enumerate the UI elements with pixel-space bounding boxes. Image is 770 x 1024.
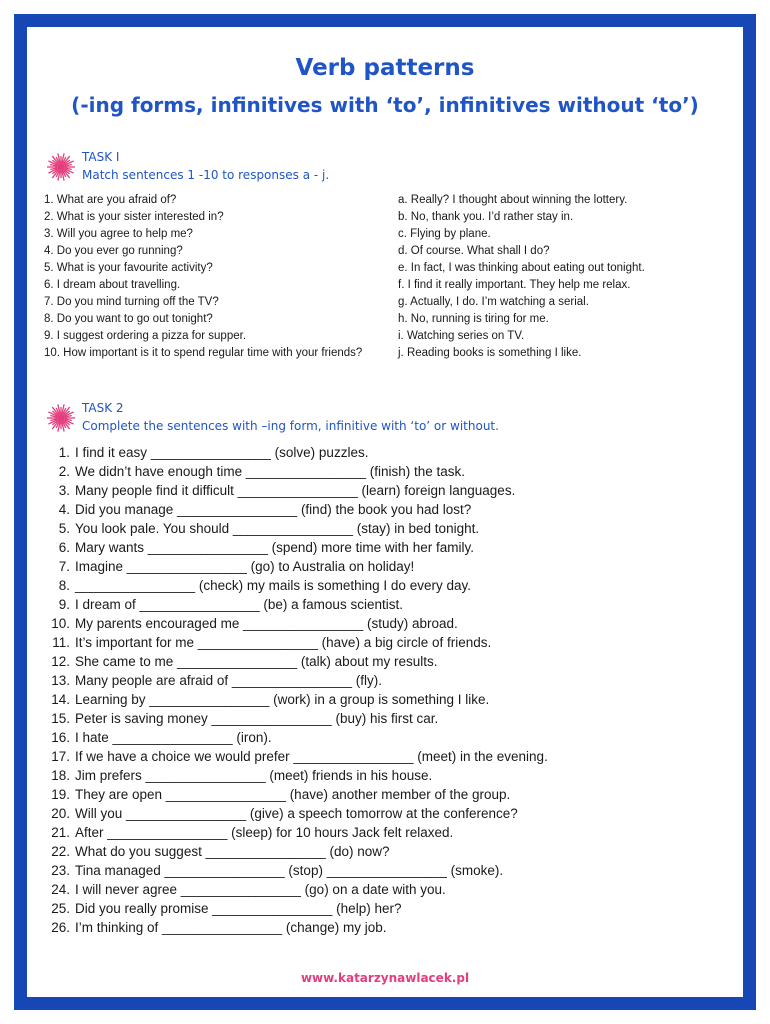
sentence-text: ________________ (check) my mails is something I do every day. bbox=[75, 578, 471, 593]
sentence-row bbox=[44, 500, 734, 519]
sentence-number: 5. bbox=[58, 521, 70, 536]
sentence-text: Peter is saving money ________________ (buy) his first car. bbox=[75, 711, 439, 726]
answer-item: i. Watching series on TV. bbox=[398, 330, 525, 342]
sentence-row bbox=[44, 747, 734, 766]
sentence-number: 20. bbox=[51, 806, 70, 821]
sentence-text: Did you really promise ________________ (help) her? bbox=[75, 901, 402, 916]
starburst-icon bbox=[46, 152, 76, 182]
sentence-row bbox=[44, 766, 734, 785]
sentence-row bbox=[44, 633, 734, 652]
sentence-row bbox=[44, 462, 734, 481]
sentence-row bbox=[44, 842, 734, 861]
task2-instruction: Complete the sentences with –ing form, infinitive with ‘to’ or without. bbox=[82, 419, 499, 433]
sentence-text: Will you ________________ (give) a speech tomorrow at the conference? bbox=[75, 806, 518, 821]
question-item: 8. Do you want to go out tonight? bbox=[44, 313, 213, 325]
question-item: 7. Do you mind turning off the TV? bbox=[44, 296, 219, 308]
answer-item: c. Flying by plane. bbox=[398, 228, 491, 240]
sentence-number: 25. bbox=[51, 901, 70, 916]
sentence-text: I will never agree ________________ (go) on a date with you. bbox=[75, 882, 446, 897]
sentence-text: Learning by ________________ (work) in a group is something I like. bbox=[75, 692, 490, 707]
sentence-text: Tina managed ________________ (stop) ________________ (smoke). bbox=[75, 863, 504, 878]
sentence-row bbox=[44, 709, 734, 728]
answer-item: j. Reading books is something I like. bbox=[398, 347, 582, 359]
sentence-number: 14. bbox=[51, 692, 70, 707]
sentence-text: I hate ________________ (iron). bbox=[75, 730, 272, 745]
sentence-row bbox=[44, 785, 734, 804]
answer-item: f. I find it really important. They help me relax. bbox=[398, 279, 631, 291]
sentence-row bbox=[44, 728, 734, 747]
answer-item: e. In fact, I was thinking about eating out tonight. bbox=[398, 262, 645, 274]
sentence-number: 4. bbox=[58, 502, 70, 517]
sentence-row bbox=[44, 519, 734, 538]
sentence-text: They are open ________________ (have) another member of the group. bbox=[75, 787, 511, 802]
sentence-row bbox=[44, 614, 734, 633]
footer-url: www.katarzynawlacek.pl bbox=[300, 971, 470, 985]
sentence-row bbox=[44, 557, 734, 576]
question-item: 2. What is your sister interested in? bbox=[44, 211, 224, 223]
sentence-text: I’m thinking of ________________ (change) my job. bbox=[75, 920, 387, 935]
question-item: 3. Will you agree to help me? bbox=[44, 228, 193, 240]
sentence-number: 16. bbox=[51, 730, 70, 745]
answer-item: h. No, running is tiring for me. bbox=[398, 313, 549, 325]
sentence-number: 21. bbox=[51, 825, 70, 840]
sentence-number: 11. bbox=[52, 635, 70, 650]
question-item: 4. Do you ever go running? bbox=[44, 245, 183, 257]
sentence-text: Mary wants ________________ (spend) more time with her family. bbox=[75, 540, 474, 555]
sentence-text: My parents encouraged me ________________ (study) abroad. bbox=[75, 616, 458, 631]
sentence-row bbox=[44, 481, 734, 500]
sentence-row bbox=[44, 861, 734, 880]
sentence-row bbox=[44, 899, 734, 918]
sentence-text: Imagine ________________ (go) to Australia on holiday! bbox=[75, 559, 415, 574]
sentence-row bbox=[44, 804, 734, 823]
question-item: 9. I suggest ordering a pizza for supper. bbox=[44, 330, 247, 342]
sentence-number: 2. bbox=[58, 464, 70, 479]
answer-item: d. Of course. What shall I do? bbox=[398, 245, 550, 257]
sentence-text: It’s important for me ________________ (have) a big circle of friends. bbox=[75, 635, 492, 650]
sentence-number: 1. bbox=[58, 445, 70, 460]
sentence-number: 13. bbox=[51, 673, 70, 688]
sentence-number: 22. bbox=[51, 844, 70, 859]
sentence-number: 17. bbox=[51, 749, 70, 764]
page-title: Verb patterns bbox=[295, 55, 475, 81]
sentence-number: 18. bbox=[51, 768, 70, 783]
sentence-number: 9. bbox=[58, 597, 70, 612]
sentence-row bbox=[44, 880, 734, 899]
sentence-text: If we have a choice we would prefer ________________ (meet) in the evening. bbox=[75, 749, 548, 764]
question-item: 10. How important is it to spend regular time with your friends? bbox=[44, 347, 363, 359]
sentence-text: Many people find it difficult ________________ (learn) foreign languages. bbox=[75, 483, 516, 498]
task2-label: TASK 2 bbox=[82, 401, 124, 415]
sentence-text: Did you manage ________________ (find) the book you had lost? bbox=[75, 502, 472, 517]
sentence-number: 15. bbox=[51, 711, 70, 726]
sentence-number: 8. bbox=[58, 578, 70, 593]
answer-item: a. Really? I thought about winning the lottery. bbox=[398, 194, 628, 206]
sentence-row bbox=[44, 443, 734, 462]
sentence-text: She came to me ________________ (talk) about my results. bbox=[75, 654, 438, 669]
sentence-text: Jim prefers ________________ (meet) friends in his house. bbox=[75, 768, 433, 783]
task1-label: TASK I bbox=[82, 150, 120, 164]
answer-item: g. Actually, I do. I’m watching a serial. bbox=[398, 296, 589, 308]
task1-answers bbox=[398, 192, 718, 362]
question-item: 5. What is your favourite activity? bbox=[44, 262, 213, 274]
question-item: 6. I dream about travelling. bbox=[44, 279, 181, 291]
sentence-number: 7. bbox=[58, 559, 70, 574]
sentence-number: 23. bbox=[51, 863, 70, 878]
sentence-row bbox=[44, 576, 734, 595]
starburst-icon bbox=[46, 403, 76, 433]
sentence-row bbox=[44, 652, 734, 671]
sentence-text: You look pale. You should ________________ (stay) in bed tonight. bbox=[75, 521, 480, 536]
sentence-number: 12. bbox=[51, 654, 70, 669]
sentence-number: 3. bbox=[58, 483, 70, 498]
sentence-row bbox=[44, 918, 734, 937]
task1-questions bbox=[44, 192, 374, 362]
sentence-number: 10. bbox=[51, 616, 70, 631]
answer-item: b. No, thank you. I’d rather stay in. bbox=[398, 211, 574, 223]
sentence-number: 24. bbox=[51, 882, 70, 897]
sentence-text: After ________________ (sleep) for 10 hours Jack felt relaxed. bbox=[75, 825, 454, 840]
sentence-row bbox=[44, 671, 734, 690]
sentence-text: We didn’t have enough time ________________ (finish) the task. bbox=[75, 464, 466, 479]
sentence-number: 19. bbox=[51, 787, 70, 802]
sentence-number: 26. bbox=[51, 920, 70, 935]
sentence-text: I dream of ________________ (be) a famous scientist. bbox=[75, 597, 403, 612]
question-item: 1. What are you afraid of? bbox=[44, 194, 177, 206]
task1-instruction: Match sentences 1 -10 to responses a - j. bbox=[82, 168, 330, 182]
sentence-row bbox=[44, 538, 734, 557]
page-subtitle: (-ing forms, infinitives with ‘to’, infinitives without ‘to’) bbox=[71, 93, 699, 117]
sentence-row bbox=[44, 823, 734, 842]
sentence-text: Many people are afraid of ________________ (fly). bbox=[75, 673, 382, 688]
sentence-number: 6. bbox=[58, 540, 70, 555]
task2-sentences bbox=[44, 443, 734, 937]
sentence-row bbox=[44, 595, 734, 614]
sentence-text: I find it easy ________________ (solve) puzzles. bbox=[75, 445, 369, 460]
sentence-text: What do you suggest ________________ (do) now? bbox=[75, 844, 390, 859]
sentence-row bbox=[44, 690, 734, 709]
